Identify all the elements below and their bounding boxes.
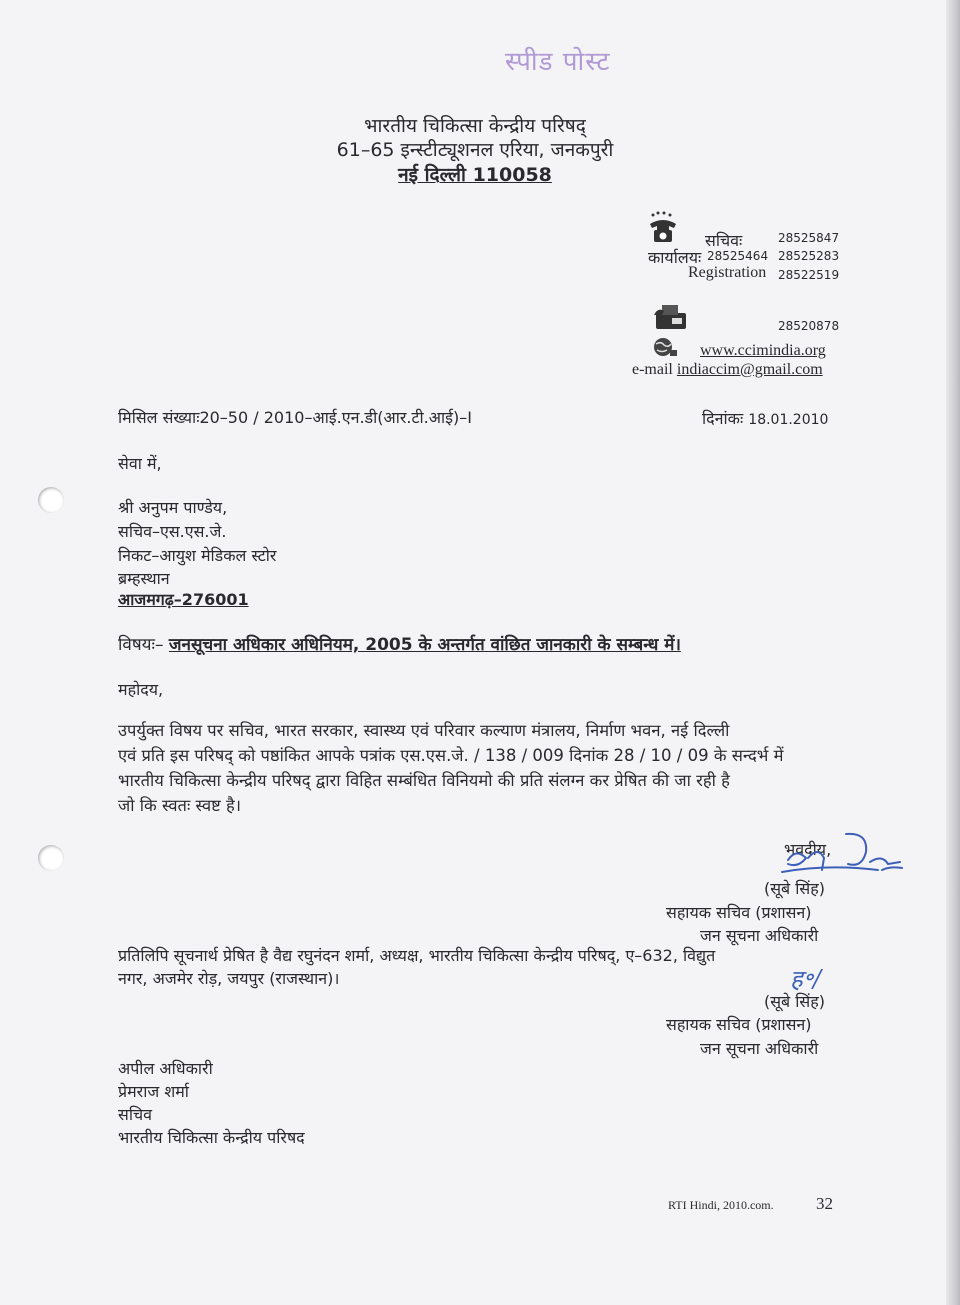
signatory-name-2: (सूबे सिंह)	[764, 992, 825, 1011]
email-line	[632, 361, 823, 379]
signatory-designation-2: सहायक सचिव (प्रशासन)	[666, 1015, 812, 1034]
addressee-city: आजमगढ़–276001	[118, 590, 249, 609]
office-label: कार्यालयः	[648, 248, 702, 267]
registration-phone: 28522519	[778, 268, 840, 282]
org-city: नई दिल्ली 110058	[398, 164, 552, 186]
email-link[interactable]: indiaccim@gmail.com	[676, 361, 823, 378]
addressee-designation: सचिव–एस.एस.जे.	[118, 522, 227, 541]
body-line: जो कि स्वतः स्वष्ट है।	[118, 796, 242, 815]
closing: भवदीय,	[784, 840, 832, 859]
body-line: उपर्युक्त विषय पर सचिव, भारत सरकार, स्वास्थ्य एवं परिवार कल्याण मंत्रालय, निर्माण भवन, नई दिल्ली	[118, 721, 730, 740]
salutation-to: सेवा में,	[118, 454, 162, 473]
subject-line	[118, 632, 681, 655]
addressee-locality: निकट–आयुश मेडिकल स्टोर	[118, 546, 277, 565]
appeal-line: प्रेमराज शर्मा	[118, 1082, 189, 1101]
signatory-role-2: जन सूचना अधिकारी	[700, 1039, 819, 1058]
copy-line: नगर, अजमेर रोड़, जयपुर (राजस्थान)।	[118, 969, 340, 988]
signatory-name: (सूबे सिंह)	[764, 879, 825, 898]
fax-number: 28520878	[778, 319, 840, 333]
globe-icon	[652, 336, 678, 362]
subject-text: जनसूचना अधिकार अधिनियम, 2005 के अन्तर्गत वांछित जानकारी के सम्बन्ध में।	[168, 635, 681, 655]
email-label: e-mail	[632, 361, 673, 378]
registration-label: Registration	[688, 264, 767, 281]
appeal-line: सचिव	[118, 1105, 153, 1124]
punch-hole	[38, 845, 64, 871]
date-label: दिनांकः	[702, 409, 744, 428]
copy-line: प्रतिलिपि सूचनार्थ प्रेषित है वैद्य रघुनंदन शर्मा, अध्यक्ष, भारतीय चिकित्सा केन्द्रीय परिषद्, ए–632, विद्युत	[118, 946, 716, 965]
org-name: भारतीय चिकित्सा केन्द्रीय परिषद्	[364, 115, 586, 137]
secretary-label: सचिवः	[705, 231, 743, 250]
initial-mark: ह॰/	[790, 965, 822, 993]
speed-post-stamp: स्पीड पोस्ट	[505, 47, 611, 77]
page-number: 32	[816, 1194, 833, 1213]
addressee-area: ब्रम्हस्थान	[118, 569, 170, 588]
appeal-line: अपील अधिकारी	[118, 1059, 213, 1078]
org-address: 61–65 इन्स्टीट्यूशनल एरिया, जनकपुरी	[336, 139, 614, 161]
appeal-line: भारतीय चिकित्सा केन्द्रीय परिषद	[118, 1128, 305, 1147]
body-line: भारतीय चिकित्सा केन्द्रीय परिषद् द्वारा विहित सम्बंधित विनियमो की प्रति संलग्न कर प्रेषित की जा रही है	[118, 771, 730, 790]
office-phone-1: 28525464	[707, 249, 769, 263]
punch-hole	[38, 487, 64, 513]
page-edge	[946, 0, 960, 1305]
body-line: एवं प्रति इस परिषद् को पष्ठांकित आपके पत्रांक एस.एस.जे. / 138 / 009 दिनांक 28 / 10 / 09 के सन्दर्भ में	[118, 746, 784, 765]
telephone-icon	[645, 210, 681, 250]
website-link[interactable]: www.ccimindia.org	[700, 342, 826, 359]
subject-label: विषयः–	[118, 635, 164, 655]
file-number: मिसिल संख्याः20–50 / 2010–आई.एन.डी(आर.टी.आई)–I	[118, 408, 472, 427]
signatory-role: जन सूचना अधिकारी	[700, 926, 819, 945]
office-phone-2: 28525283	[778, 249, 840, 263]
date-line	[702, 407, 828, 429]
date-value: 18.01.2010	[748, 412, 829, 428]
greeting: महोदय,	[118, 680, 164, 699]
footer-source: RTI Hindi, 2010.com.	[668, 1198, 774, 1212]
addressee-name: श्री अनुपम पाण्डेय,	[118, 498, 228, 517]
signatory-designation: सहायक सचिव (प्रशासन)	[666, 903, 812, 922]
secretary-phone: 28525847	[778, 231, 840, 245]
fax-icon	[652, 303, 690, 337]
